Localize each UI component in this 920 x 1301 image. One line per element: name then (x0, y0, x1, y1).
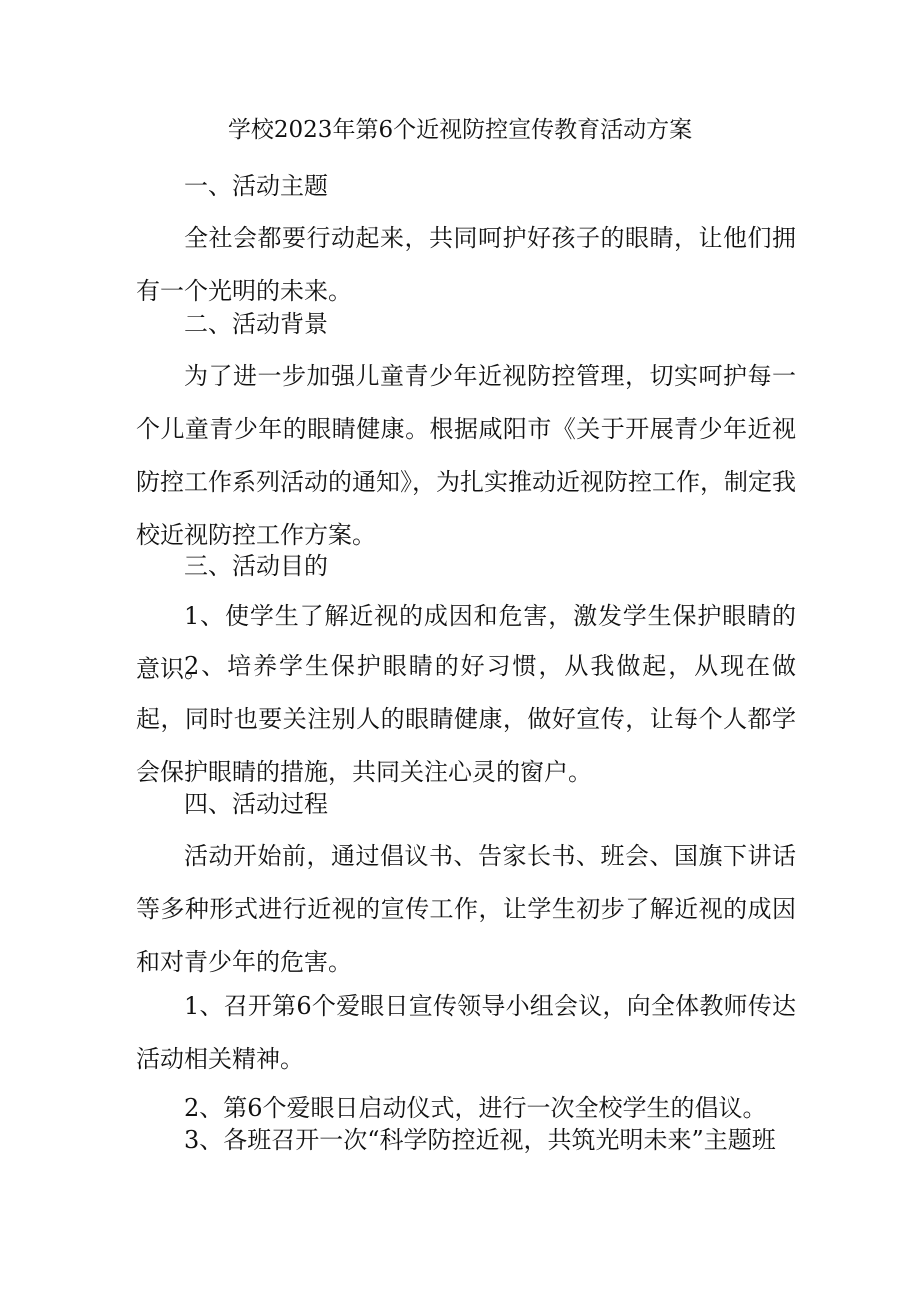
section-heading-background: 二、活动背景 (184, 310, 328, 338)
section-heading-theme: 一、活动主题 (184, 172, 328, 200)
paragraph-process-intro: 活动开始前，通过倡议书、告家长书、班会、国旗下讲话等多种形式进行近视的宣传工作，让学生初步了解近视的成因和对青少年的危害。 (136, 842, 796, 976)
paragraph-purpose-2: 2、培养学生保护眼睛的好习惯，从我做起，从现在做起，同时也要关注别人的眼睛健康，做好宣传，让每个人都学会保护眼睛的措施，共同关注心灵的窗户。 (136, 652, 796, 786)
paragraph-theme: 全社会都要行动起来，共同呵护好孩子的眼睛，让他们拥有一个光明的未来。 (136, 224, 796, 305)
paragraph-background: 为了进一步加强儿童青少年近视防控管理，切实呵护每一个儿童青少年的眼睛健康。根据咸阳市《关于开展青少年近视防控工作系列活动的通知》，为扎实推动近视防控工作，制定我校近视防控工作方案。 (136, 362, 796, 549)
section-heading-purpose: 三、活动目的 (184, 552, 328, 580)
section-heading-process: 四、活动过程 (184, 790, 328, 818)
paragraph-purpose-1: 1、使学生了解近视的成因和危害，激发学生保护眼睛的意识。 (136, 602, 796, 683)
paragraph-process-2: 2、第6个爱眼日启动仪式，进行一次全校学生的倡议。 (184, 1094, 767, 1122)
document-title: 学校2023年第6个近视防控宣传教育活动方案 (227, 117, 693, 143)
paragraph-process-3: 3、各班召开一次“科学防控近视，共筑光明未来”主题班 (184, 1126, 776, 1154)
paragraph-process-1: 1、召开第6个爱眼日宣传领导小组会议，向全体教师传达活动相关精神。 (136, 992, 796, 1073)
